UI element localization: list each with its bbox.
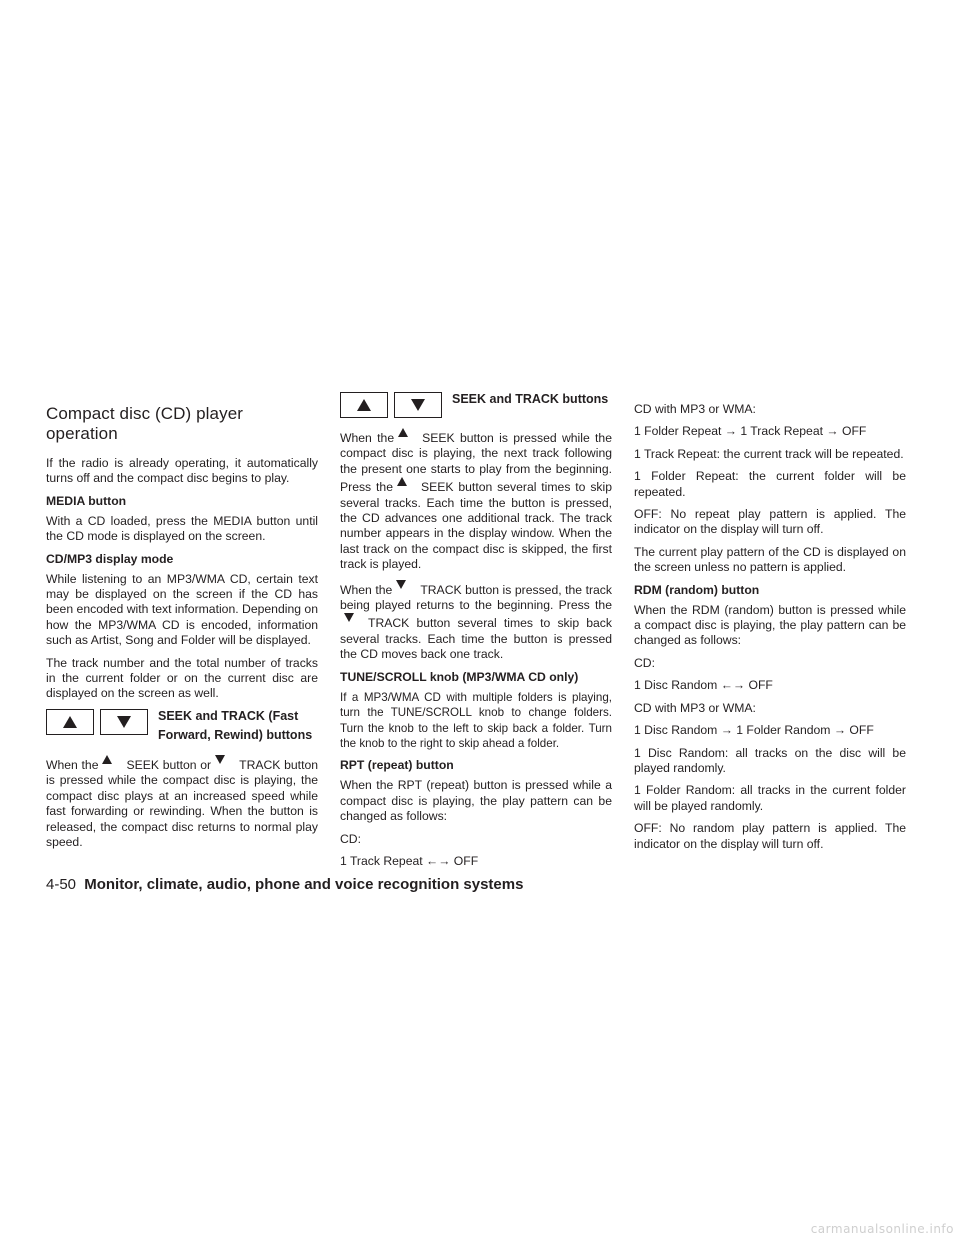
track-text-b: TRACK button is pressed, the track being played returns to the beginning. Press the	[340, 582, 612, 613]
triangle-up-icon	[102, 755, 112, 764]
random-cd-label: CD:	[634, 655, 655, 670]
triangle-up-icon	[63, 716, 77, 728]
triangle-down-icon	[344, 613, 354, 622]
track-text-a: When the	[340, 582, 393, 597]
ff-rewind-label	[158, 707, 312, 745]
off-random-desc: OFF: No random play pattern is applied. The indicator on the display will turn off.	[634, 821, 906, 851]
seek-track-label: SEEK and TRACK buttons	[452, 392, 609, 406]
seek-text-a: When the	[340, 431, 395, 445]
repeat-text: When the RPT (repeat) button is pressed while a compact disc is playing, the play pattern can be changed as follows:	[340, 778, 612, 824]
page-number: 4-50	[46, 876, 77, 893]
ff-rewind-label-line-1: SEEK and TRACK (Fast	[158, 708, 299, 723]
folder-random-desc: 1 Folder Random: all tracks in the current folder will be played randomly.	[634, 783, 906, 813]
chapter-title: Monitor, climate, audio, phone and voice recognition systems	[84, 876, 524, 893]
watermark: carmanualsonline.info	[810, 1222, 954, 1236]
triangle-down-icon	[411, 399, 425, 411]
column-1	[46, 398, 318, 857]
ff-rewind-paragraph	[46, 755, 318, 850]
display-mode-text-2: The track number and the total number of tracks in the current folder or on the current disc are displayed on the screen as well.	[46, 655, 318, 701]
seek-paragraph	[340, 428, 612, 573]
random-cd-pattern: 1 Disc Random ←→ OFF	[634, 678, 773, 693]
triangle-down-icon	[396, 580, 406, 589]
repeat-heading: RPT (repeat) button	[340, 758, 454, 773]
tune-scroll-heading: TUNE/SCROLL knob (MP3/WMA CD only)	[340, 669, 579, 684]
display-mode-heading: CD/MP3 display mode	[46, 551, 174, 566]
triangle-up-icon	[398, 428, 408, 437]
intro-paragraph: If the radio is already operating, it automatically turns off and the compact disc begins to play.	[46, 456, 318, 486]
column-3	[634, 402, 906, 859]
triangle-down-icon	[215, 755, 225, 764]
repeat-cd-label: CD:	[340, 831, 361, 846]
random-heading: RDM (random) button	[634, 582, 760, 597]
triangle-up-icon	[397, 477, 407, 486]
triangle-up-icon	[357, 399, 371, 411]
track-down-button-figure	[100, 709, 148, 735]
seek-track-buttons-figure	[340, 392, 612, 418]
seek-up-button-figure	[340, 392, 388, 418]
random-mp3-pattern: 1 Disc Random → 1 Folder Random → OFF	[634, 723, 874, 738]
triangle-down-icon	[117, 716, 131, 728]
ff-text-b: SEEK button or	[126, 757, 212, 772]
media-button-text: With a CD loaded, press the MEDIA button until the CD mode is displayed on the screen.	[46, 513, 318, 544]
media-button-heading: MEDIA button	[46, 493, 127, 508]
track-repeat-desc: 1 Track Repeat: the current track will be repeated.	[634, 446, 904, 461]
section-title: Compact disc (CD) player operation	[46, 404, 244, 443]
ff-rewind-label-line-2: Forward, Rewind) buttons	[158, 727, 313, 742]
seek-text-c: SEEK button several times to skip several tracks. Each time the button is pressed, the CD advances one additional track. The track number appears in the display window. When the last track on the compact disc is skipped, the first track is played.	[340, 480, 613, 572]
seek-text-b: SEEK button is pressed while the compact disc is playing, the next track following the present one starts to play from the beginning. Press the	[340, 431, 612, 495]
random-text: When the RDM (random) button is pressed while a compact disc is playing, the play pattern can be changed as follows:	[634, 602, 906, 648]
display-mode-text-1: While listening to an MP3/WMA CD, certain text may be displayed on the screen if the CD has been encoded with text information. Depending on how the MP3/WMA CD is encoded, information such as Artist, Song and Folder will be displayed.	[46, 571, 318, 648]
track-paragraph	[340, 580, 612, 663]
ff-text-a: When the	[46, 757, 99, 772]
off-repeat-desc: OFF: No repeat play pattern is applied. The indicator on the display will turn off.	[634, 507, 906, 537]
track-text-c: TRACK button several times to skip back several tracks. Each time the button is pressed the CD moves back one track.	[340, 616, 612, 662]
repeat-cd-pattern: 1 Track Repeat ←→ OFF	[340, 853, 479, 868]
random-mp3-label: CD with MP3 or WMA:	[634, 700, 756, 715]
repeat-mp3-label: CD with MP3 or WMA:	[634, 402, 756, 416]
folder-repeat-desc: 1 Folder Repeat: the current folder will be repeated.	[634, 469, 906, 499]
repeat-mp3-pattern: 1 Folder Repeat → 1 Track Repeat → OFF	[634, 424, 867, 439]
ff-text-c: TRACK button is pressed while the compact disc is playing, the compact disc plays at an increased speed while fast forwarding or rewinding. When the button is released, the compact disc returns to normal play speed.	[46, 757, 319, 849]
ff-rewind-buttons-figure	[46, 709, 318, 745]
track-down-button-figure	[394, 392, 442, 418]
tune-scroll-text: If a MP3/WMA CD with multiple folders is playing, turn the TUNE/SCROLL knob to change folders. Turn the knob to the left to skip back a folder. Turn the knob to the right to skip ahead a folder.	[340, 690, 612, 750]
current-pattern-text: The current play pattern of the CD is displayed on the screen unless no pattern is applied.	[634, 544, 906, 575]
seek-up-button-figure	[46, 709, 94, 735]
column-2	[340, 392, 612, 876]
disc-random-desc: 1 Disc Random: all tracks on the disc will be played randomly.	[634, 745, 906, 775]
page-footer	[46, 876, 523, 893]
